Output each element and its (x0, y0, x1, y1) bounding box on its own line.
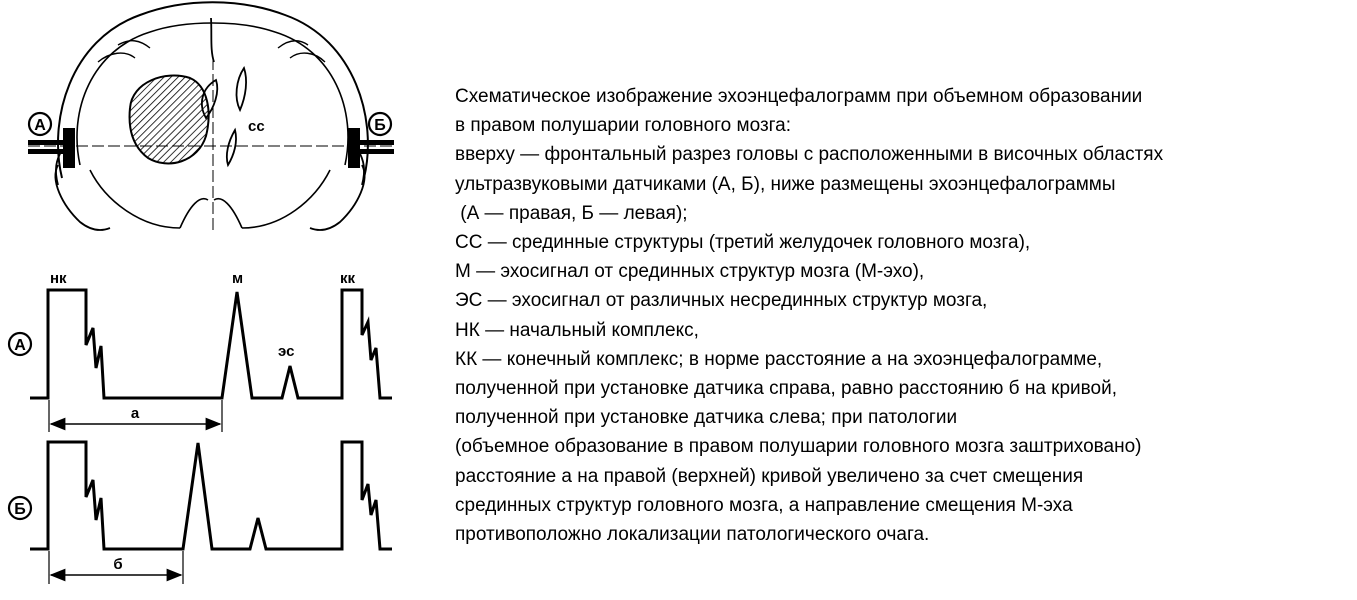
svg-text:Б: Б (14, 501, 26, 518)
trace-label-b (9, 497, 31, 519)
svg-text:А: А (34, 117, 46, 134)
svg-text:А: А (14, 337, 26, 354)
echo-waveform-a (30, 290, 392, 398)
lesion-hatched (130, 76, 209, 164)
trace-a (9, 270, 392, 432)
caption-line: КК — конечный комплекс; в норме расстояние а на эхоэнцефалограмме, (455, 348, 1103, 370)
distance-a-label: а (130, 405, 140, 422)
caption-line: расстояние а на правой (верхней) кривой увеличено за счет смещения (455, 465, 1084, 487)
svg-text:Б: Б (374, 117, 386, 134)
hands (55, 150, 364, 230)
probe-label-a (29, 113, 51, 135)
probe-label-b (369, 113, 391, 135)
caption-line: Схематическое изображение эхоэнцефалограмм при объемном образовании (455, 86, 1143, 107)
caption-line: (А — правая, Б — левая); (455, 202, 688, 224)
caption-line: ультразвуковыми датчиками (А, Б), ниже размещены эхоэнцефалограммы (455, 173, 1116, 195)
initial-complex-label: НК (50, 270, 67, 287)
caption-line: НК — начальный комплекс, (455, 319, 699, 341)
caption-line: вверху — фронтальный разрез головы с расположенными в височных областях (455, 144, 1164, 166)
caption-line: ЭС — эхосигнал от различных несрединных структур мозга, (455, 290, 988, 312)
m-echo-label: М (232, 270, 244, 287)
caption-line: М — эхосигнал от срединных структур мозга (М-эхо), (455, 261, 925, 283)
echo-diagram (0, 0, 420, 600)
caption-line: полученной при установке датчика слева; при патологии (455, 407, 958, 429)
trace-b (9, 442, 392, 584)
echo-waveform-b (30, 442, 392, 549)
final-complex-label: КК (340, 270, 356, 287)
probe-left (348, 128, 394, 168)
longitudinal-fissure (211, 18, 214, 62)
caption-line: в правом полушарии головного мозга: (455, 115, 792, 137)
caption (455, 82, 1350, 549)
trace-label-a (9, 333, 31, 355)
caption-line: срединных структур головного мозга, а направление смещения М-эха (455, 494, 1073, 516)
caption-line: СС — срединные структуры (третий желудочек головного мозга), (455, 232, 1031, 254)
midline-label: СС (248, 118, 265, 135)
es-label: ЭС (278, 343, 295, 360)
caption-line: (объемное образование в правом полушарии головного мозга заштриховано) (455, 436, 1142, 458)
caption-line: полученной при установке датчика справа, равно расстоянию б на кривой, (455, 378, 1118, 400)
distance-b-label: б (113, 556, 123, 573)
caption-line: противоположно локализации патологического очага. (455, 524, 930, 546)
